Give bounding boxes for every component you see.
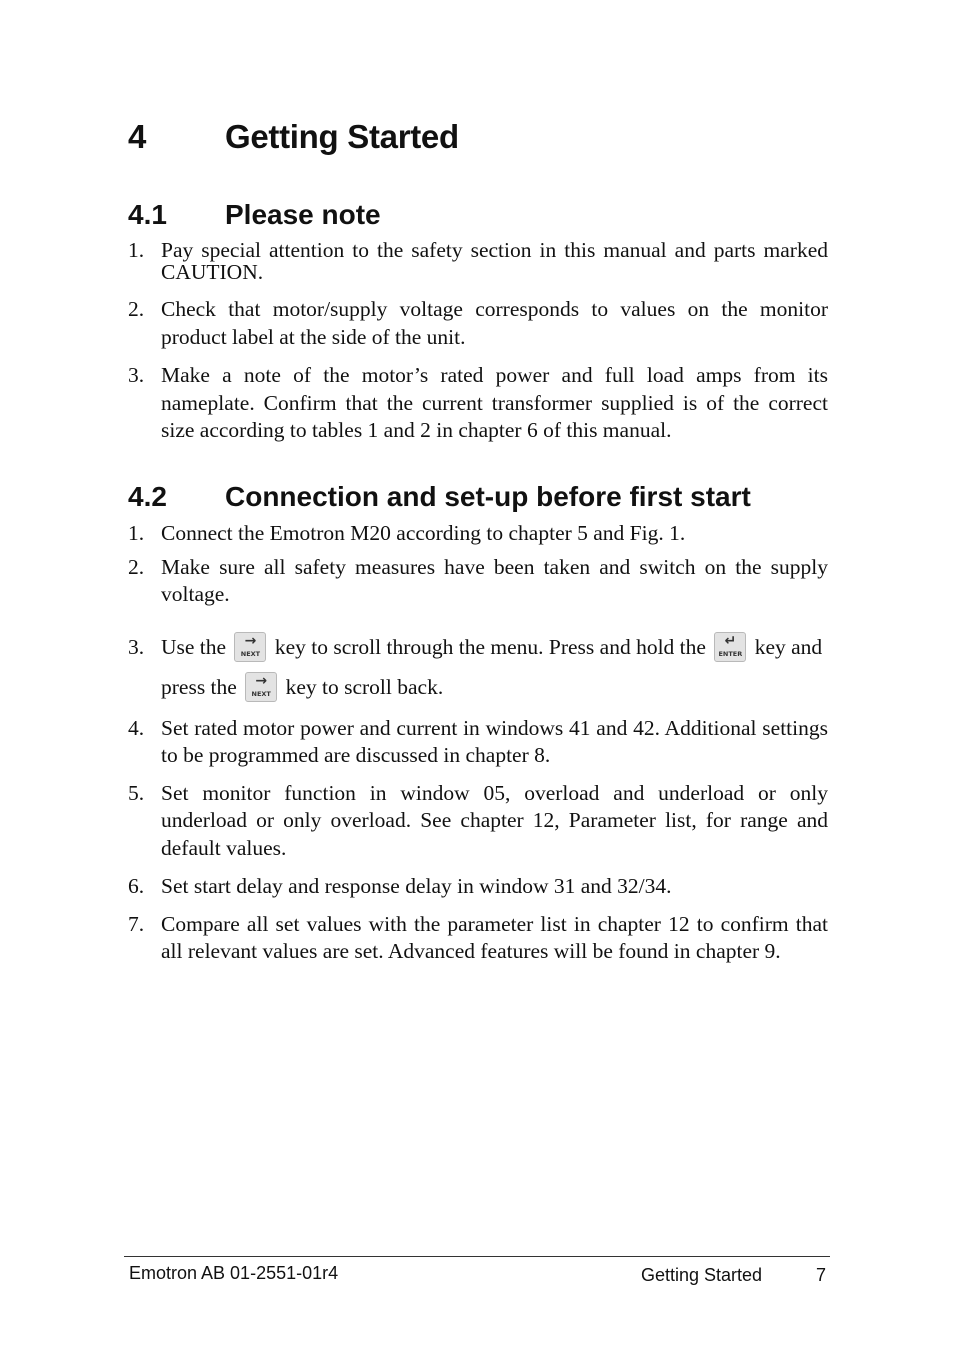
list-item-number: 4.	[128, 715, 145, 740]
section-title: Connection and set-up before first start	[225, 481, 751, 512]
chapter-title: Getting Started	[225, 118, 459, 155]
list-item-number: 1.	[128, 521, 145, 545]
footer-document-id: Emotron AB 01-2551-01r4	[129, 1263, 339, 1283]
list-item	[128, 780, 828, 863]
list-item-number: 3.	[128, 634, 145, 659]
footer-page-number: 7	[816, 1265, 827, 1285]
list-item-text: key to scroll back.	[285, 674, 444, 699]
section-heading-connection	[128, 481, 751, 513]
return-arrow-icon: ↵	[724, 632, 737, 649]
list-item-number: 3.	[128, 363, 145, 387]
key-label: ENTER	[718, 649, 743, 658]
footer-chapter-title: Getting Started	[641, 1265, 763, 1285]
list-item-number: 5.	[128, 780, 145, 805]
section-number: 4.1	[128, 199, 167, 230]
list-item-text: Connect the Emotron M20 according to chapter 5 and Fig. 1.	[161, 521, 686, 545]
list-item-text: key and press the	[161, 634, 823, 699]
key-label: NEXT	[251, 689, 271, 698]
list-item	[128, 296, 828, 351]
list-item-number: 2.	[128, 554, 145, 579]
list-item-number: 6.	[128, 874, 145, 898]
connection-list	[128, 520, 828, 966]
list-item-number: 2.	[128, 297, 145, 321]
list-item-text: Check that motor/supply voltage corresponds to values on the monitor product label at the side of the unit.	[161, 297, 828, 349]
section-heading-please-note	[128, 199, 381, 231]
list-item	[128, 520, 828, 548]
list-item	[128, 715, 828, 770]
section-number: 4.2	[128, 481, 167, 512]
list-item-text: Use the	[161, 634, 227, 659]
arrow-right-icon: →	[244, 632, 257, 649]
footer-divider	[124, 1256, 830, 1257]
key-label: NEXT	[240, 649, 261, 658]
chapter-heading	[128, 118, 459, 156]
list-item-text: Compare all set values with the parameter list in chapter 12 to confirm that all relevant values are set. Advanced features will be found in chapter 9.	[161, 911, 828, 963]
next-key-icon	[234, 632, 266, 662]
list-item	[128, 627, 828, 707]
next-key-icon	[245, 672, 277, 702]
section-title: Please note	[225, 199, 381, 230]
arrow-right-icon: →	[255, 672, 268, 689]
please-note-list	[128, 239, 828, 445]
list-item-text: Set start delay and response delay in window 31 and 32/34.	[161, 874, 672, 898]
list-item	[128, 239, 828, 283]
list-item-text: Make a note of the motor’s rated power and full load amps from its nameplate. Confirm that the current transformer supplied is of the correct size according to tables 1 and 2 in chapter 6 of this manual.	[161, 363, 828, 442]
list-item-text: Pay special attention to the safety section in this manual and parts marked CAUTION.	[161, 238, 828, 284]
list-item	[128, 554, 828, 609]
enter-key-icon	[714, 632, 746, 662]
list-item-text: key to scroll through the menu. Press and hold the	[274, 634, 706, 659]
list-item	[128, 362, 828, 445]
list-item-text: Set rated motor power and current in windows 41 and 42. Additional settings to be programmed are discussed in chapter 8.	[161, 715, 828, 767]
list-item-number: 1.	[128, 238, 145, 262]
list-item-number: 7.	[128, 911, 145, 936]
chapter-number: 4	[128, 118, 147, 155]
list-item	[128, 911, 828, 966]
list-item	[128, 873, 828, 901]
list-item-text: Set monitor function in window 05, overload and underload or only underload or only overload. See chapter 12, Parameter list, for range and default values.	[161, 780, 828, 860]
list-item-text: Make sure all safety measures have been taken and switch on the supply voltage.	[161, 554, 828, 606]
